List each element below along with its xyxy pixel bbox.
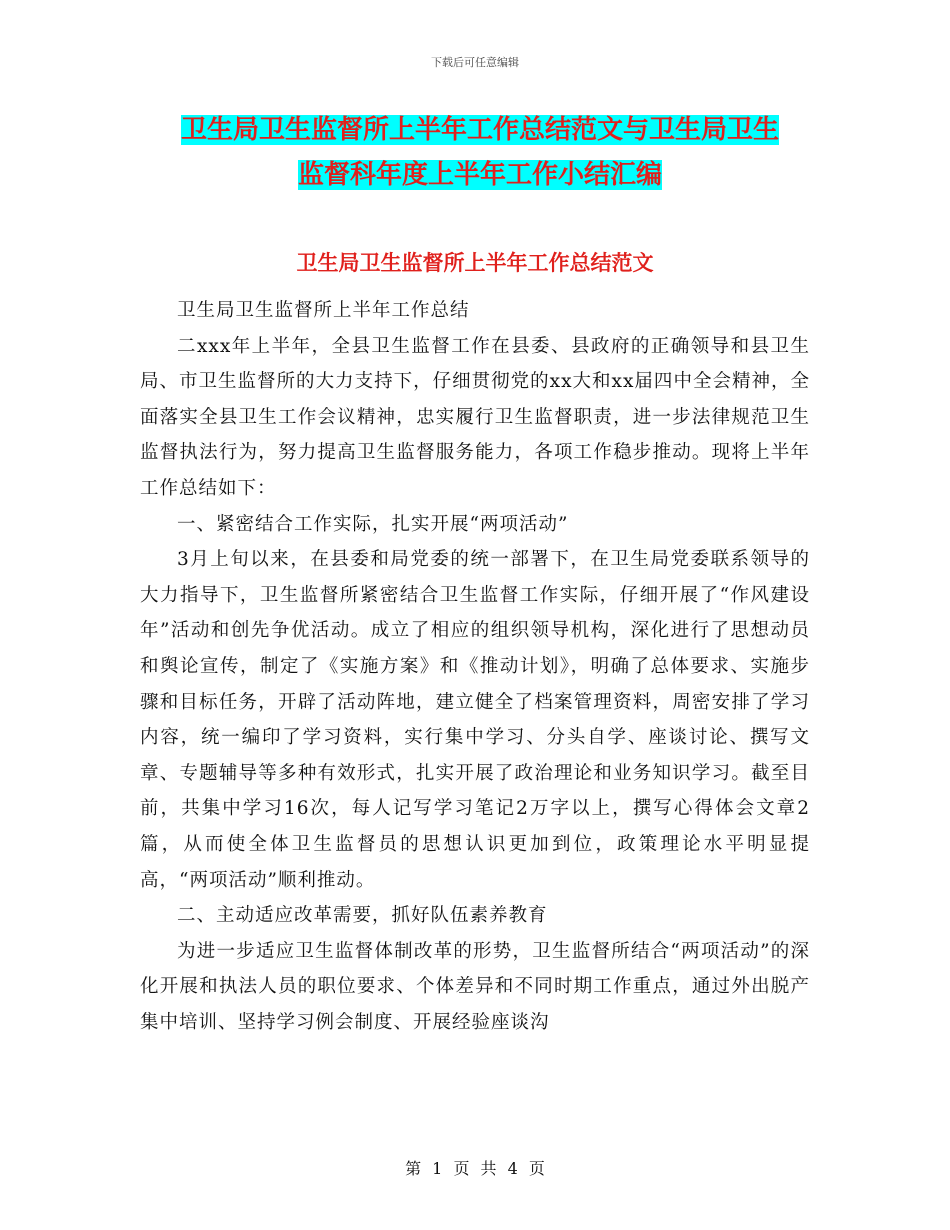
page-footer: 第 1 页 共 4 页	[405, 1159, 545, 1178]
document-title	[150, 108, 810, 198]
document-title-line-2: 监督科年度上半年工作小结汇编	[297, 160, 662, 190]
document-body	[140, 293, 810, 1040]
document-title-line-1: 卫生局卫生监督所上半年工作总结范文与卫生局卫生	[180, 115, 779, 145]
body-paragraph: 二xxx年上半年，全县卫生监督工作在县委、县政府的正确领导和县卫生局、市卫生监督所的大力支持下，仔细贯彻党的xx大和xx届四中全会精神，全面落实全县卫生工作会议精神，忠实履行卫生监督职责，进一步法律规范卫生监督执法行为，努力提高卫生监督服务能力，各项工作稳步推动。现将上半年工作总结如下：	[140, 335, 810, 499]
header-note: 下载后可任意编辑	[431, 56, 519, 69]
body-paragraph: 为进一步适应卫生监督体制改革的形势，卫生监督所结合“两项活动”的深化开展和执法人员的职位要求、个体差异和不同时期工作重点，通过外出脱产集中培训、坚持学习例会制度、开展经验座谈沟	[140, 940, 810, 1033]
body-paragraph: 一、紧密结合工作实际，扎实开展“两项活动”	[177, 513, 569, 535]
body-paragraph: 3月上旬以来，在县委和局党委的统一部署下，在卫生局党委联系领导的大力指导下，卫生监督所紧密结合卫生监督工作实际，仔细开展了“作风建设年”活动和创先争优活动。成立了相应的组织领导机构，深化进行了思想动员和舆论宣传，制定了《实施方案》和《推动计划》，明确了总体要求、实施步骤和目标任务，开辟了活动阵地，建立健全了档案管理资料，周密安排了学习内容，统一编印了学习资料，实行集中学习、分头自学、座谈讨论、撰写文章、专题辅导等多种有效形式，扎实开展了政治理论和业务知识学习。截至目前，共集中学习16次，每人记写学习笔记2万字以上，撰写心得体会文章2篇，从而使全体卫生监督员的思想认识更加到位，政策理论水平明显提高，“两项活动”顺利推动。	[140, 549, 810, 891]
body-paragraph: 卫生局卫生监督所上半年工作总结	[177, 300, 470, 321]
section-title: 卫生局卫生监督所上半年工作总结范文	[296, 251, 654, 275]
body-paragraph: 二、主动适应改革需要，抓好队伍素养教育	[177, 905, 548, 927]
